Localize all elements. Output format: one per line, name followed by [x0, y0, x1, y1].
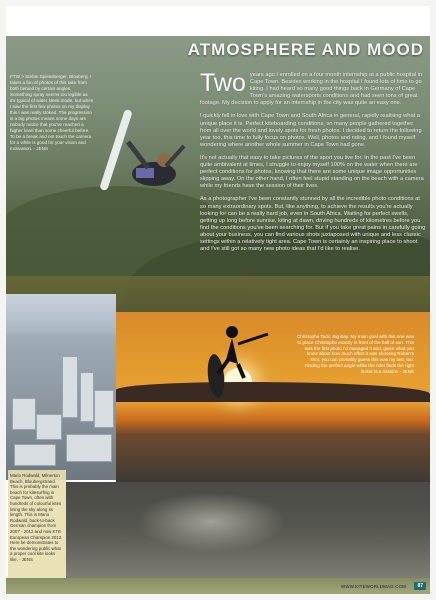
wave-foam: [136, 492, 286, 552]
city-aerial-photo: [6, 294, 116, 480]
article-body: [200, 69, 426, 259]
magazine-page: [6, 6, 430, 594]
building: [66, 434, 112, 462]
paragraph-4: As a photographer I've been constantly stunned by all the incredible photo conditions at so many extraordinary spots. But, like anything, to achieve the results you're actually looking for can be a really hard job, even in South Africa. Waiting for perfect swells, getting up long before sunrise, kiting at dawn, driving hundreds of kilometres before you find the conditions you've been searching for. But if you take great pains in carefully going about your business, you can find various shots juxtaposed with unique and less classic settings within a relatively tight area. Cape Town is certainly an inspiring place to shoot and I've still got so many new photo ideas that I'd like to realise.: [200, 196, 426, 253]
kiter-silhouette: [98, 102, 188, 202]
footer-website: WWW.KITEWORLDMAG.COM: [341, 584, 406, 589]
building: [80, 372, 94, 422]
building: [94, 390, 114, 428]
kiter-sunset-silhouette: [198, 320, 278, 400]
building: [62, 356, 78, 418]
building: [36, 414, 62, 440]
photo-caption-top: FTW > Stefan Spiessberger, Blouberg. I taken a fun of photos of this take from both behind by certain angles. Something spray seems too legible as it's typical of water sleek mode, but when I saw the first few photos on my display this I was really stoked. The progression is a big photos means some days are nobody notice that you've reached a higher level than some cheerful before. To be a break and not touch the camera for a while is good for your vision and motivation. - JENS: [10, 74, 94, 151]
city-bay: [6, 294, 116, 334]
page-top-margin: [6, 6, 430, 36]
article-title: ATMOSPHERE AND MOOD: [187, 40, 424, 59]
building: [12, 398, 36, 430]
page-number: 87: [414, 582, 426, 590]
paragraph-text: years ago I enrolled on a four month internship at a public hospital in Cape Town. Besides working in the hospital I found lots of time to go kiting. I had heard so many good things back in Germany of Cape Town's amazing watersports conditions and had seen tons of great footage. My decision to apply for an internship in the city was quite an easy one.: [200, 72, 423, 107]
building: [14, 444, 56, 466]
photo-caption-sunset: Christophe Tack, Big Bay. My main goal with this one was to place Christophe exactly in front of the ball of sun. This was the first photo I'd managed it and, given what you know about how much effort it was shooting Ruben's shot, you can probably guess this was my last, too. Finding the perfect angle while the rider finds the right kicker is a mission - JENS: [296, 334, 414, 374]
photo-caption-city: Mario Rodwald, Milnerton Beach, Bloubergstrand. This is probably the main beach for kitesurfing in Cape Town, often with hundreds of colourful kites lining the sky along its length. This is Mario Rodwald, back-to-back German champion from 2007 - 2012 and now KTE European Champion 2012. Here he demonstrates to the wondering public what a proper cool kite looks like. - JENS: [8, 470, 66, 578]
drop-cap: Two: [200, 69, 246, 97]
paragraph-3: It's not actually that easy to take pictures of the sport you live for. In the past I've been quite ambivalent at times, I struggle to enjoy myself 100% on the water when there are perfect conditions for photos, knowing that there are some unique image opportunities slipping away. On the other hand, I often feel stupid standing on the beach with a camera while my friends have the session of their lives.: [200, 154, 424, 190]
paragraph-2: I quickly fell in love with Cape Town and South Africa in general, rapidly realising what a unique place it is. Perfect kiteboarding conditions, so many people gathered together from all over the world and lovely spots for fresh photos. I decided to return the following year too, this time to fully focus on photos. Well, photos and riding, and I found myself wondering where another whole summer in Cape Town had gone.: [200, 113, 422, 148]
paragraph-1: [200, 69, 426, 107]
